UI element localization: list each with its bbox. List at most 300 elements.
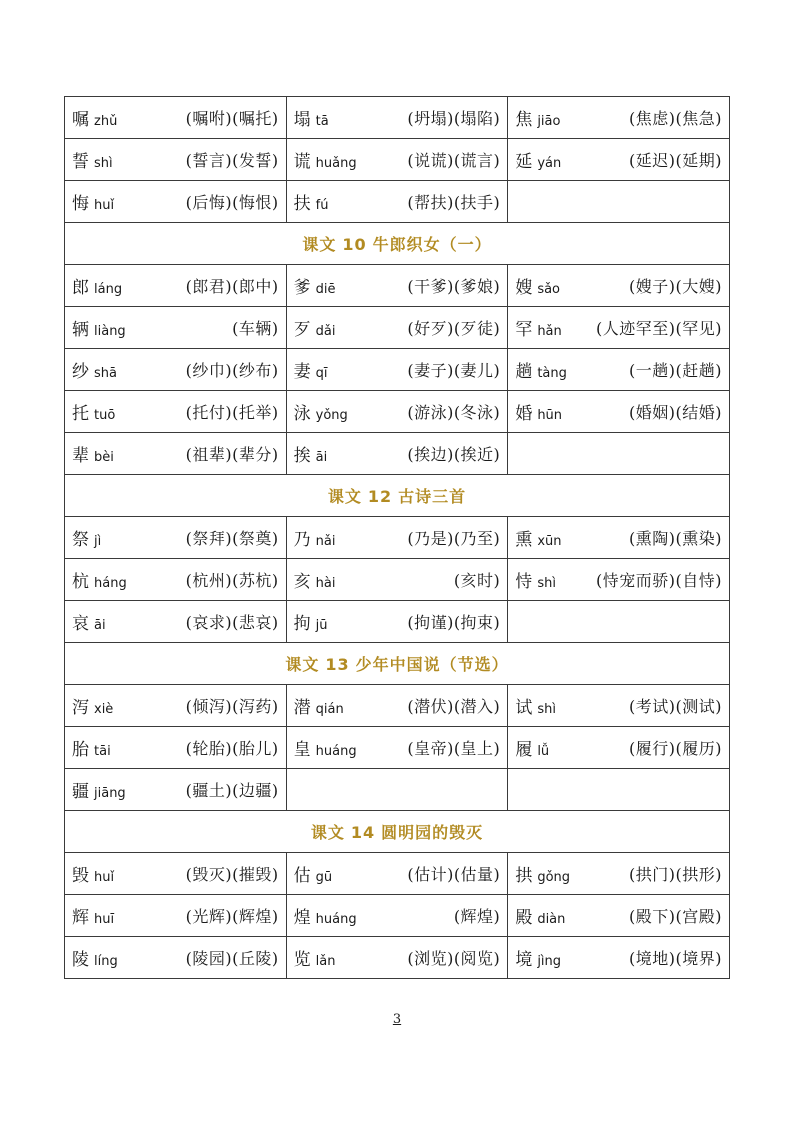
char-with-pinyin (515, 357, 567, 382)
pinyin: sǎo (537, 282, 561, 297)
vocab-entry (515, 315, 722, 340)
example-words: (恃宠而骄)(自恃) (596, 571, 722, 590)
pinyin: shì (537, 576, 556, 591)
hanzi-char: 熏 (515, 530, 533, 550)
pinyin: hài (315, 576, 336, 591)
hanzi-char: 延 (515, 152, 533, 172)
vocab-entry (515, 735, 722, 760)
hanzi-char: 塌 (293, 110, 311, 130)
char-with-pinyin (72, 945, 118, 970)
example-words: (人迹罕至)(罕见) (596, 319, 722, 338)
vocab-entry (294, 903, 501, 928)
vocab-row (65, 97, 730, 139)
example-words: (郎君)(郎中) (185, 277, 279, 296)
example-words: (熏陶)(熏染) (629, 529, 722, 548)
lesson-label: 课文 (302, 235, 337, 254)
vocab-cell (65, 685, 287, 727)
char-with-pinyin (294, 315, 336, 340)
pinyin: yǒng (315, 408, 348, 423)
example-words: (杭州)(苏杭) (185, 571, 279, 590)
vocab-cell (65, 727, 287, 769)
hanzi-char: 哀 (72, 614, 89, 634)
empty-cell (508, 433, 730, 475)
char-with-pinyin (72, 861, 114, 886)
lesson-title: 牛郎织女（一） (372, 235, 492, 254)
example-words: (祖辈)(辈分) (185, 445, 279, 464)
vocab-row (65, 685, 730, 727)
lesson-title: 少年中国说（节选） (355, 655, 509, 674)
vocab-cell (286, 265, 508, 307)
hanzi-char: 歹 (293, 320, 311, 340)
page-number: 3 (392, 1012, 402, 1027)
pinyin: xiè (94, 702, 114, 717)
example-words: (说谎)(谎言) (407, 151, 501, 170)
example-words: (拘谨)(拘束) (407, 613, 501, 632)
vocab-entry (515, 105, 722, 130)
vocab-cell (286, 517, 508, 559)
vocab-cell (508, 139, 730, 181)
hanzi-char: 览 (293, 950, 311, 970)
pinyin: jiāng (94, 786, 126, 801)
vocab-cell (286, 97, 508, 139)
vocab-cell (65, 97, 287, 139)
vocab-entry (515, 903, 722, 928)
lesson-title: 古诗三首 (398, 487, 467, 506)
char-with-pinyin (515, 735, 549, 760)
char-with-pinyin (515, 567, 556, 592)
vocab-row (65, 307, 730, 349)
pinyin: bèi (94, 450, 114, 465)
hanzi-char: 罕 (515, 320, 533, 340)
hanzi-char: 陵 (72, 950, 89, 970)
char-with-pinyin (72, 735, 111, 760)
section-heading-row (65, 475, 730, 517)
vocab-entry (294, 105, 501, 130)
vocab-entry (294, 735, 501, 760)
vocab-entry (294, 147, 501, 172)
lesson-number: 12 (367, 487, 393, 506)
vocab-cell (286, 349, 508, 391)
vocab-cell (508, 517, 730, 559)
vocab-entry (72, 777, 279, 802)
example-words: (乃是)(乃至) (407, 529, 501, 548)
char-with-pinyin (294, 609, 328, 634)
hanzi-char: 殿 (515, 908, 533, 928)
example-words: (毁灭)(摧毁) (185, 865, 279, 884)
vocab-row (65, 265, 730, 307)
vocab-row (65, 937, 730, 979)
char-with-pinyin (72, 315, 126, 340)
hanzi-char: 辈 (72, 446, 89, 466)
char-with-pinyin (294, 357, 328, 382)
hanzi-char: 趟 (515, 362, 533, 382)
vocab-cell (65, 265, 287, 307)
section-heading (65, 811, 730, 853)
vocab-entry (515, 399, 722, 424)
vocab-entry (515, 861, 722, 886)
vocab-entry (72, 273, 279, 298)
section-heading-row (65, 643, 730, 685)
example-words: (亥时) (453, 571, 501, 590)
char-with-pinyin (515, 315, 561, 340)
hanzi-char: 煌 (293, 908, 311, 928)
vocab-entry (294, 945, 501, 970)
example-words: (婚姻)(结婚) (629, 403, 722, 422)
vocab-row (65, 391, 730, 433)
pinyin: qī (315, 366, 328, 381)
vocab-entry (72, 399, 279, 424)
char-with-pinyin (294, 105, 329, 130)
example-words: (嘱咐)(嘱托) (185, 109, 279, 128)
hanzi-char: 拘 (293, 614, 311, 634)
vocab-cell (508, 349, 730, 391)
pinyin: líng (94, 954, 118, 969)
example-words: (履行)(履历) (629, 739, 722, 758)
char-with-pinyin (294, 147, 357, 172)
char-with-pinyin (294, 189, 329, 214)
pinyin: nǎi (315, 534, 336, 549)
vocab-row (65, 601, 730, 643)
pinyin: qián (315, 702, 344, 717)
hanzi-char: 潜 (293, 698, 311, 718)
vocab-entry (72, 357, 279, 382)
vocab-row (65, 517, 730, 559)
example-words: (光辉)(辉煌) (185, 907, 279, 926)
example-words: (辉煌) (453, 907, 501, 926)
char-with-pinyin (294, 399, 348, 424)
pinyin: gǒng (537, 870, 571, 885)
example-words: (倾泻)(泻药) (185, 697, 279, 716)
hanzi-char: 祭 (72, 530, 89, 550)
pinyin: diē (315, 282, 336, 297)
hanzi-char: 扶 (293, 194, 311, 214)
pinyin: dǎi (315, 324, 336, 339)
vocab-cell (65, 517, 287, 559)
vocab-row (65, 433, 730, 475)
example-words: (祭拜)(祭奠) (185, 529, 279, 548)
vocab-row (65, 559, 730, 601)
example-words: (焦虑)(焦急) (629, 109, 722, 128)
vocab-cell (508, 391, 730, 433)
example-words: (皇帝)(皇上) (407, 739, 501, 758)
pinyin: huǐ (94, 198, 115, 213)
vocab-cell (508, 937, 730, 979)
example-words: (后悔)(悔恨) (185, 193, 279, 212)
char-with-pinyin (515, 147, 561, 172)
vocab-cell (286, 433, 508, 475)
char-with-pinyin (72, 903, 114, 928)
char-with-pinyin (294, 525, 336, 550)
hanzi-char: 拱 (515, 866, 533, 886)
hanzi-char: 辉 (72, 908, 89, 928)
example-words: (疆土)(边疆) (185, 781, 279, 800)
lesson-title: 圆明园的毁灭 (381, 823, 484, 842)
vocab-row (65, 349, 730, 391)
char-with-pinyin (294, 273, 336, 298)
pinyin: tāi (94, 744, 111, 759)
vocab-cell (508, 559, 730, 601)
vocab-entry (72, 735, 279, 760)
vocab-cell (286, 601, 508, 643)
pinyin: jì (94, 534, 102, 549)
hanzi-char: 杭 (72, 572, 89, 592)
example-words: (境地)(境界) (629, 949, 722, 968)
section-heading (65, 475, 730, 517)
pinyin: láng (94, 282, 123, 297)
char-with-pinyin (72, 147, 113, 172)
char-with-pinyin (72, 273, 122, 298)
example-words: (坍塌)(塌陷) (407, 109, 501, 128)
empty-cell (508, 181, 730, 223)
vocab-entry (294, 399, 501, 424)
vocab-cell (65, 139, 287, 181)
example-words: (纱巾)(纱布) (185, 361, 279, 380)
vocabulary-table (64, 96, 730, 979)
pinyin: tuō (94, 408, 116, 423)
char-with-pinyin (72, 105, 117, 130)
pinyin: gū (315, 870, 333, 885)
char-with-pinyin (515, 399, 562, 424)
vocab-cell (65, 391, 287, 433)
hanzi-char: 胎 (72, 740, 89, 760)
empty-cell (508, 769, 730, 811)
hanzi-char: 托 (72, 404, 89, 424)
vocab-cell (65, 433, 287, 475)
vocab-cell (508, 265, 730, 307)
vocab-entry (515, 147, 722, 172)
pinyin: jìng (537, 954, 562, 969)
vocab-row (65, 895, 730, 937)
vocab-cell (508, 727, 730, 769)
char-with-pinyin (294, 567, 336, 592)
vocab-cell (508, 307, 730, 349)
empty-cell (286, 769, 508, 811)
vocab-entry (72, 105, 279, 130)
pinyin: liàng (94, 324, 126, 339)
vocab-cell (65, 181, 287, 223)
char-with-pinyin (294, 441, 328, 466)
pinyin: jū (315, 618, 328, 633)
section-heading (65, 643, 730, 685)
char-with-pinyin (294, 903, 357, 928)
example-words: (好歹)(歹徒) (407, 319, 501, 338)
vocab-cell (286, 181, 508, 223)
hanzi-char: 纱 (72, 362, 89, 382)
hanzi-char: 泻 (72, 698, 89, 718)
vocab-cell (508, 97, 730, 139)
hanzi-char: 乃 (293, 530, 311, 550)
pinyin: jiāo (537, 114, 561, 129)
vocab-cell (286, 853, 508, 895)
hanzi-char: 爹 (293, 278, 311, 298)
example-words: (妻子)(妻儿) (407, 361, 501, 380)
hanzi-char: 疆 (72, 782, 89, 802)
vocab-row (65, 181, 730, 223)
example-words: (轮胎)(胎儿) (185, 739, 279, 758)
pinyin: tàng (537, 366, 567, 381)
example-words: (游泳)(冬泳) (407, 403, 501, 422)
pinyin: fú (315, 198, 329, 213)
pinyin: tā (315, 114, 329, 129)
example-words: (嫂子)(大嫂) (629, 277, 722, 296)
vocab-cell (65, 853, 287, 895)
hanzi-char: 嫂 (515, 278, 533, 298)
pinyin: xūn (537, 534, 562, 549)
char-with-pinyin (294, 861, 333, 886)
hanzi-char: 婚 (515, 404, 533, 424)
vocab-entry (294, 189, 501, 214)
vocab-entry (294, 441, 501, 466)
example-words: (估计)(估量) (407, 865, 501, 884)
pinyin: huī (94, 912, 115, 927)
vocab-cell (65, 769, 287, 811)
vocab-cell (286, 559, 508, 601)
vocab-cell (65, 895, 287, 937)
hanzi-char: 辆 (72, 320, 89, 340)
lesson-number: 10 (342, 235, 367, 254)
vocab-entry (72, 441, 279, 466)
hanzi-char: 郎 (72, 278, 89, 298)
hanzi-char: 亥 (293, 572, 311, 592)
lesson-number: 13 (325, 655, 350, 674)
pinyin: diàn (537, 912, 566, 927)
vocab-entry (294, 567, 501, 592)
char-with-pinyin (515, 693, 556, 718)
vocab-entry (72, 945, 279, 970)
vocab-entry (515, 693, 722, 718)
vocab-entry (515, 567, 722, 592)
example-words: (车辆) (232, 319, 279, 338)
example-words: (潜伏)(潜入) (407, 697, 501, 716)
vocab-entry (515, 273, 722, 298)
vocab-row (65, 727, 730, 769)
vocab-cell (65, 307, 287, 349)
vocab-row (65, 853, 730, 895)
vocab-cell (508, 895, 730, 937)
char-with-pinyin (294, 735, 357, 760)
char-with-pinyin (72, 441, 114, 466)
hanzi-char: 毁 (72, 866, 89, 886)
hanzi-char: 悔 (72, 194, 89, 214)
example-words: (托付)(托举) (185, 403, 279, 422)
pinyin: yán (537, 156, 562, 171)
hanzi-char: 皇 (293, 740, 311, 760)
example-words: (誓言)(发誓) (185, 151, 279, 170)
hanzi-char: 试 (515, 698, 533, 718)
pinyin: shì (94, 156, 113, 171)
hanzi-char: 估 (293, 866, 311, 886)
example-words: (殿下)(宫殿) (629, 907, 722, 926)
example-words: (挨边)(挨近) (407, 445, 501, 464)
char-with-pinyin (72, 777, 126, 802)
char-with-pinyin (72, 525, 101, 550)
vocab-entry (294, 273, 501, 298)
vocab-entry (515, 525, 722, 550)
pinyin: huáng (315, 744, 357, 759)
vocab-row (65, 769, 730, 811)
char-with-pinyin (515, 105, 560, 130)
lesson-number: 14 (350, 823, 376, 842)
pinyin: huǎng (315, 156, 357, 171)
example-words: (拱门)(拱形) (629, 865, 722, 884)
vocab-entry (515, 357, 722, 382)
pinyin: zhǔ (94, 114, 118, 129)
lesson-label: 课文 (285, 655, 320, 674)
example-words: (哀求)(悲哀) (185, 613, 279, 632)
vocab-cell (286, 307, 508, 349)
vocab-entry (515, 945, 722, 970)
hanzi-char: 誓 (72, 152, 89, 172)
char-with-pinyin (72, 189, 114, 214)
vocab-entry (72, 189, 279, 214)
vocab-cell (65, 601, 287, 643)
vocab-cell (508, 685, 730, 727)
char-with-pinyin (72, 567, 127, 592)
char-with-pinyin (515, 861, 570, 886)
char-with-pinyin (294, 693, 344, 718)
lesson-label: 课文 (327, 487, 362, 506)
lesson-label: 课文 (310, 823, 345, 842)
vocab-entry (72, 525, 279, 550)
vocab-cell (65, 937, 287, 979)
char-with-pinyin (72, 399, 115, 424)
char-with-pinyin (515, 525, 561, 550)
vocab-entry (294, 525, 501, 550)
vocab-entry (72, 609, 279, 634)
example-words: (延迟)(延期) (629, 151, 722, 170)
vocab-entry (294, 315, 501, 340)
char-with-pinyin (294, 945, 336, 970)
char-with-pinyin (515, 945, 561, 970)
hanzi-char: 嘱 (72, 110, 89, 130)
char-with-pinyin (515, 273, 560, 298)
vocab-entry (294, 609, 501, 634)
char-with-pinyin (72, 693, 113, 718)
pinyin: háng (94, 576, 127, 591)
vocab-entry (72, 315, 279, 340)
pinyin: āi (315, 450, 328, 465)
vocab-entry (72, 693, 279, 718)
pinyin: āi (94, 618, 106, 633)
vocab-entry (72, 567, 279, 592)
vocab-entry (294, 357, 501, 382)
section-heading (65, 223, 730, 265)
hanzi-char: 履 (515, 740, 533, 760)
hanzi-char: 泳 (293, 404, 311, 424)
hanzi-char: 挨 (293, 446, 311, 466)
vocabulary-table-body (65, 97, 730, 979)
example-words: (帮扶)(扶手) (407, 193, 501, 212)
vocab-cell (286, 139, 508, 181)
vocab-row (65, 139, 730, 181)
char-with-pinyin (72, 609, 106, 634)
pinyin: lǎn (315, 954, 336, 969)
pinyin: lǚ (537, 744, 550, 759)
vocab-cell (286, 895, 508, 937)
section-heading-row (65, 811, 730, 853)
pinyin: shì (537, 702, 556, 717)
vocab-cell (286, 685, 508, 727)
hanzi-char: 妻 (293, 362, 311, 382)
pinyin: huǐ (94, 870, 115, 885)
vocab-cell (65, 559, 287, 601)
section-heading-row (65, 223, 730, 265)
example-words: (浏览)(阅览) (407, 949, 501, 968)
hanzi-char: 焦 (515, 110, 533, 130)
vocab-cell (286, 727, 508, 769)
vocab-entry (72, 861, 279, 886)
vocab-entry (72, 903, 279, 928)
